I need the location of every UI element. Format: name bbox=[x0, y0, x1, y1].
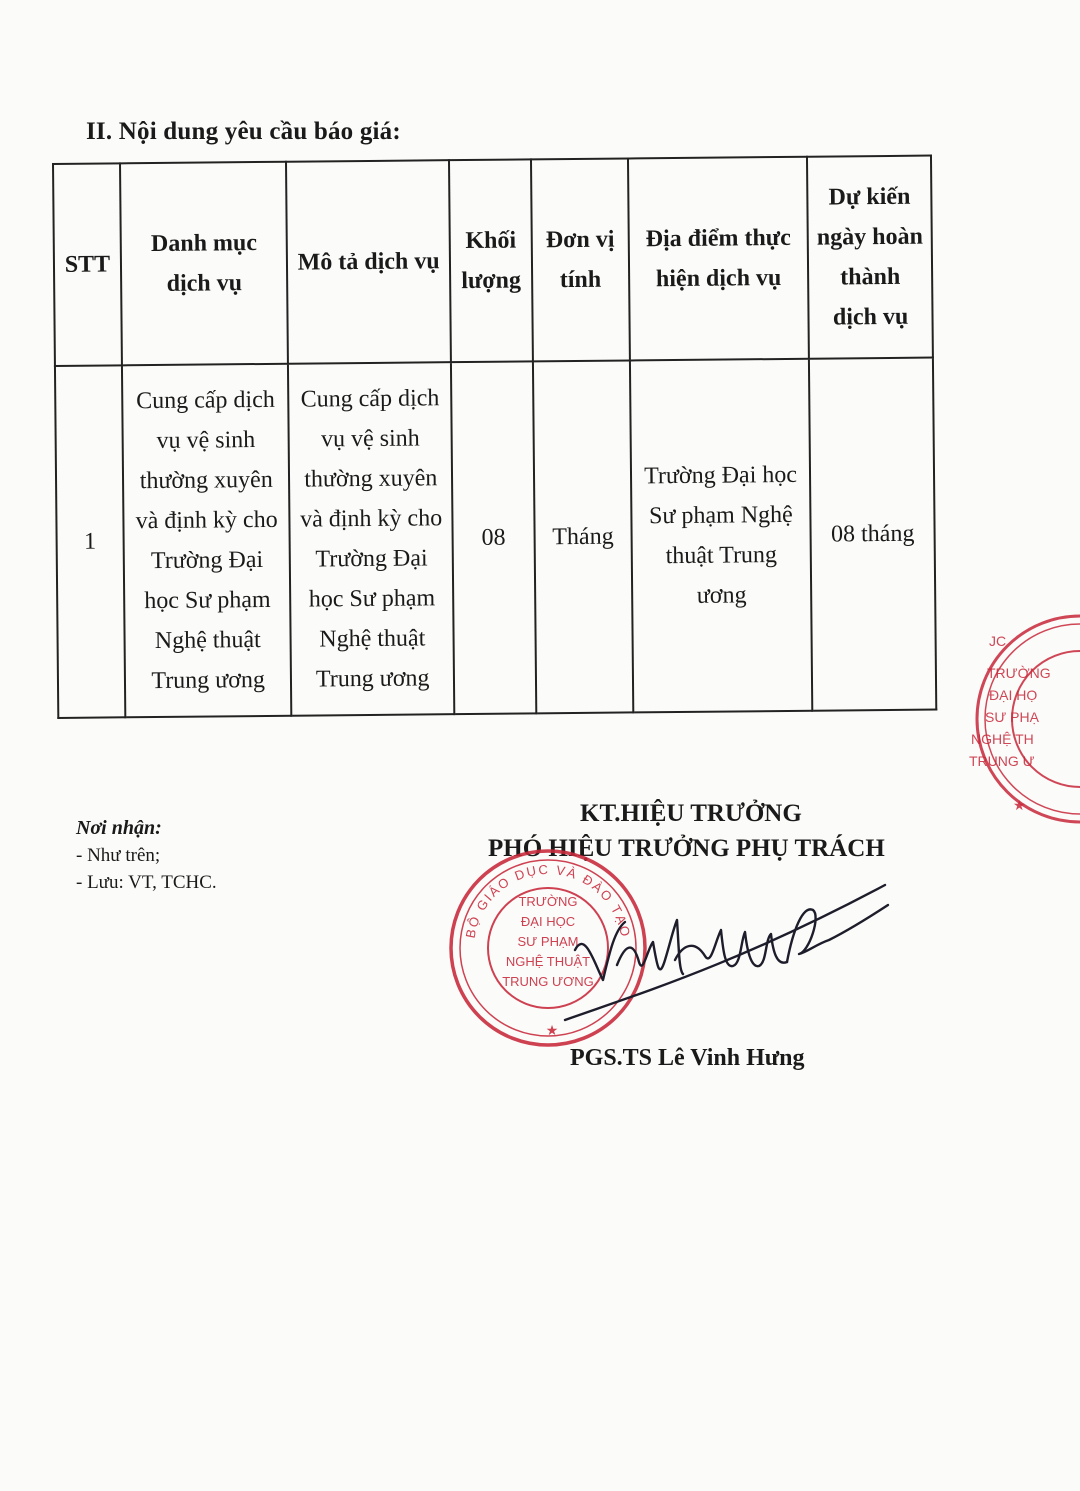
cell-unit: Tháng bbox=[533, 360, 633, 713]
section-title: II. Nội dung yêu cầu báo giá: bbox=[86, 118, 401, 145]
cell-category: Cung cấp dịch vụ vệ sinh thường xuyên và định kỳ cho Trường Đại học Sư phạm Nghệ thuật Trung ương bbox=[122, 364, 292, 718]
cell-description: Cung cấp dịch vụ vệ sinh thường xuyên và định kỳ cho Trường Đại học Sư phạm Nghệ thuật Trung ương bbox=[288, 362, 454, 716]
quotation-table bbox=[52, 155, 937, 719]
table-header-row bbox=[53, 156, 933, 366]
sign-title-line2: PHÓ HIỆU TRƯỞNG PHỤ TRÁCH bbox=[488, 835, 885, 862]
svg-text:TRƯỜNG: TRƯỜNG bbox=[987, 665, 1051, 681]
sign-title-line1: KT.HIỆU TRƯỞNG bbox=[580, 800, 802, 827]
svg-text:SƯ PHẠM: SƯ PHẠM bbox=[517, 934, 579, 949]
svg-text:TRUNG Ư: TRUNG Ư bbox=[969, 753, 1035, 769]
svg-text:TRUNG ƯƠNG: TRUNG ƯƠNG bbox=[502, 974, 594, 989]
svg-text:SƯ PHẠ: SƯ PHẠ bbox=[985, 709, 1039, 725]
header-location: Địa điểm thực hiện dịch vụ bbox=[628, 157, 809, 361]
table-row bbox=[55, 358, 936, 718]
svg-text:BỘ GIÁO DỤC VÀ ĐÀO TẠO: BỘ GIÁO DỤC VÀ ĐÀO TẠO bbox=[462, 861, 634, 940]
handwritten-signature bbox=[555, 870, 895, 1030]
header-unit: Đơn vị tính bbox=[531, 158, 630, 361]
header-category: Danh mục dịch vụ bbox=[120, 162, 288, 366]
svg-text:TRƯỜNG: TRƯỜNG bbox=[518, 894, 578, 909]
signer-name: PGS.TS Lê Vinh Hưng bbox=[570, 1045, 805, 1071]
svg-text:★: ★ bbox=[1013, 797, 1026, 813]
header-completion: Dự kiến ngày hoàn thành dịch vụ bbox=[807, 156, 933, 359]
recipients-block bbox=[76, 815, 217, 896]
header-stt: STT bbox=[53, 163, 122, 366]
svg-text:JC: JC bbox=[989, 633, 1007, 649]
svg-text:NGHỆ TH: NGHỆ TH bbox=[971, 731, 1034, 747]
header-quantity: Khối lượng bbox=[449, 159, 533, 362]
recipient-item: - Lưu: VT, TCHC. bbox=[76, 872, 217, 893]
cell-completion: 08 tháng bbox=[809, 358, 936, 711]
cell-stt: 1 bbox=[55, 365, 125, 718]
svg-text:★: ★ bbox=[545, 1022, 559, 1038]
cell-location: Trường Đại học Sư phạm Nghệ thuật Trung ương bbox=[630, 359, 813, 713]
svg-text:NGHỆ THUẬT: NGHỆ THUẬT bbox=[505, 954, 591, 969]
cell-quantity: 08 bbox=[451, 361, 536, 714]
header-description: Mô tả dịch vụ bbox=[286, 160, 450, 364]
svg-text:ĐẠI HỌ: ĐẠI HỌ bbox=[989, 687, 1038, 703]
svg-text:ĐẠI HỌC: ĐẠI HỌC bbox=[520, 914, 576, 929]
recipient-item: - Như trên; bbox=[76, 845, 161, 866]
partial-stamp-image bbox=[955, 612, 1080, 827]
recipients-label: Nơi nhận: bbox=[76, 817, 162, 839]
